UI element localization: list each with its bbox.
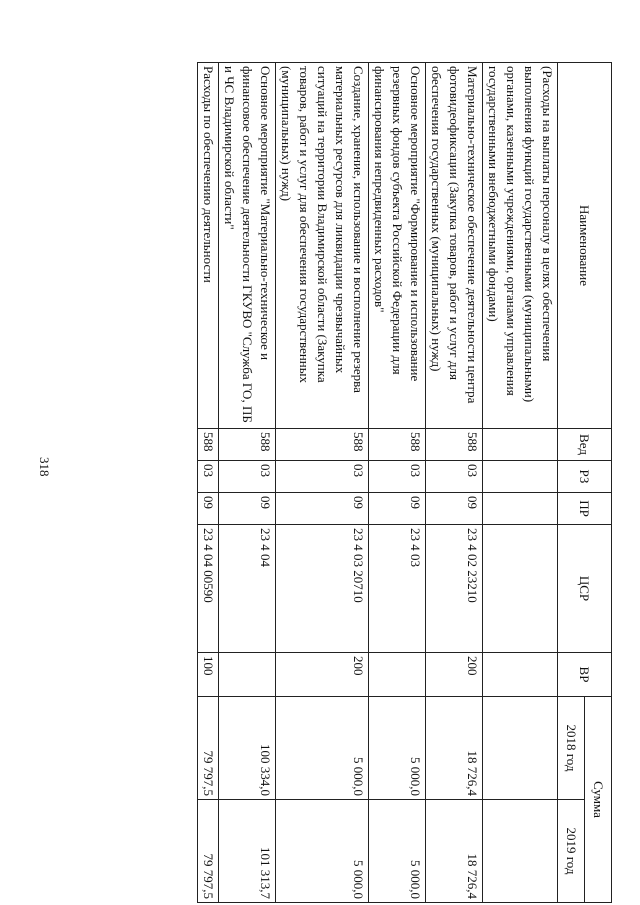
row-sum-2019: 5 000,0 (369, 800, 426, 903)
header-pr: ПР (558, 493, 612, 525)
row-csr: 23 4 02 23210 (426, 525, 483, 653)
table-row (276, 63, 369, 903)
row-sum-2019: 18 726,4 (426, 800, 483, 903)
row-vr: 200 (276, 653, 369, 697)
row-csr: 23 4 03 (369, 525, 426, 653)
table-row (426, 63, 483, 903)
row-pr: 09 (276, 493, 369, 525)
row-sum-2018: 5 000,0 (276, 697, 369, 800)
header-sum: Сумма (585, 697, 612, 903)
row-sum-2018 (483, 697, 558, 800)
header-name: Наименование (558, 63, 612, 429)
row-csr: 23 4 04 00590 (198, 525, 219, 653)
header-ved: Вед (558, 429, 612, 461)
row-ved: 588 (219, 429, 276, 461)
row-vr (369, 653, 426, 697)
row-vr (483, 653, 558, 697)
header-year-2018: 2018 год (558, 697, 585, 800)
row-sum-2019: 5 000,0 (276, 800, 369, 903)
row-sum-2019: 101 313,7 (219, 800, 276, 903)
row-sum-2018: 100 334,0 (219, 697, 276, 800)
row-name: Расходы по обеспечению деятельности (198, 63, 219, 429)
row-pr (483, 493, 558, 525)
row-ved (483, 429, 558, 461)
row-name: Создание, хранение, использование и восполнение резерва материальных ресурсов для ликвидации чрезвычайных ситуаций на территории Владимирской области (Закупка товаров, работ и услуг для обеспечения государственных (муниципальных) нужд) (276, 63, 369, 429)
header-rz: РЗ (558, 461, 612, 493)
row-sum-2019: 79 797,5 (198, 800, 219, 903)
table-row (198, 63, 219, 903)
row-name: (Расходы на выплаты персоналу в целях обеспечения выполнения функций государственными (муниципальными) органами, казенными учреждениями, органами управления государственными внебюджетными фондами) (483, 63, 558, 429)
table-row (219, 63, 276, 903)
row-name: Основное мероприятие "Материально-техническое и финансовое обеспечение деятельности ГКУВО "Служба ГО, ПБ и ЧС Владимирской области" (219, 63, 276, 429)
page-number: 318 (37, 457, 52, 477)
header-csr: ЦСР (558, 525, 612, 653)
row-name: Основное мероприятие "Формирование и использование резервных фондов субъекта Российской Федерации для финансирования непредвиденных расходов" (369, 63, 426, 429)
row-sum-2018: 18 726,4 (426, 697, 483, 800)
row-vr (219, 653, 276, 697)
row-csr: 23 4 04 (219, 525, 276, 653)
rotated-table-sheet (152, 62, 612, 902)
row-rz: 03 (426, 461, 483, 493)
row-vr: 100 (198, 653, 219, 697)
row-sum-2019 (483, 800, 558, 903)
row-rz (483, 461, 558, 493)
row-vr: 200 (426, 653, 483, 697)
header-vr: ВР (558, 653, 612, 697)
table-row (369, 63, 426, 903)
row-ved: 588 (198, 429, 219, 461)
row-pr: 09 (369, 493, 426, 525)
row-name: Материально-техническое обеспечение деятельности центра фотовидеофиксации (Закупка товаров, работ и услуг для обеспечения государственных (муниципальных) нужд) (426, 63, 483, 429)
row-pr: 09 (219, 493, 276, 525)
row-csr (483, 525, 558, 653)
row-ved: 588 (369, 429, 426, 461)
row-sum-2018: 79 797,5 (198, 697, 219, 800)
row-pr: 09 (198, 493, 219, 525)
header-year-2019: 2019 год (558, 800, 585, 903)
row-rz: 03 (276, 461, 369, 493)
row-rz: 03 (369, 461, 426, 493)
row-ved: 588 (426, 429, 483, 461)
row-rz: 03 (198, 461, 219, 493)
row-ved: 588 (276, 429, 369, 461)
row-sum-2018: 5 000,0 (369, 697, 426, 800)
row-csr: 23 4 03 20710 (276, 525, 369, 653)
table-row (483, 63, 558, 903)
row-pr: 09 (426, 493, 483, 525)
budget-table (197, 62, 612, 903)
row-rz: 03 (219, 461, 276, 493)
